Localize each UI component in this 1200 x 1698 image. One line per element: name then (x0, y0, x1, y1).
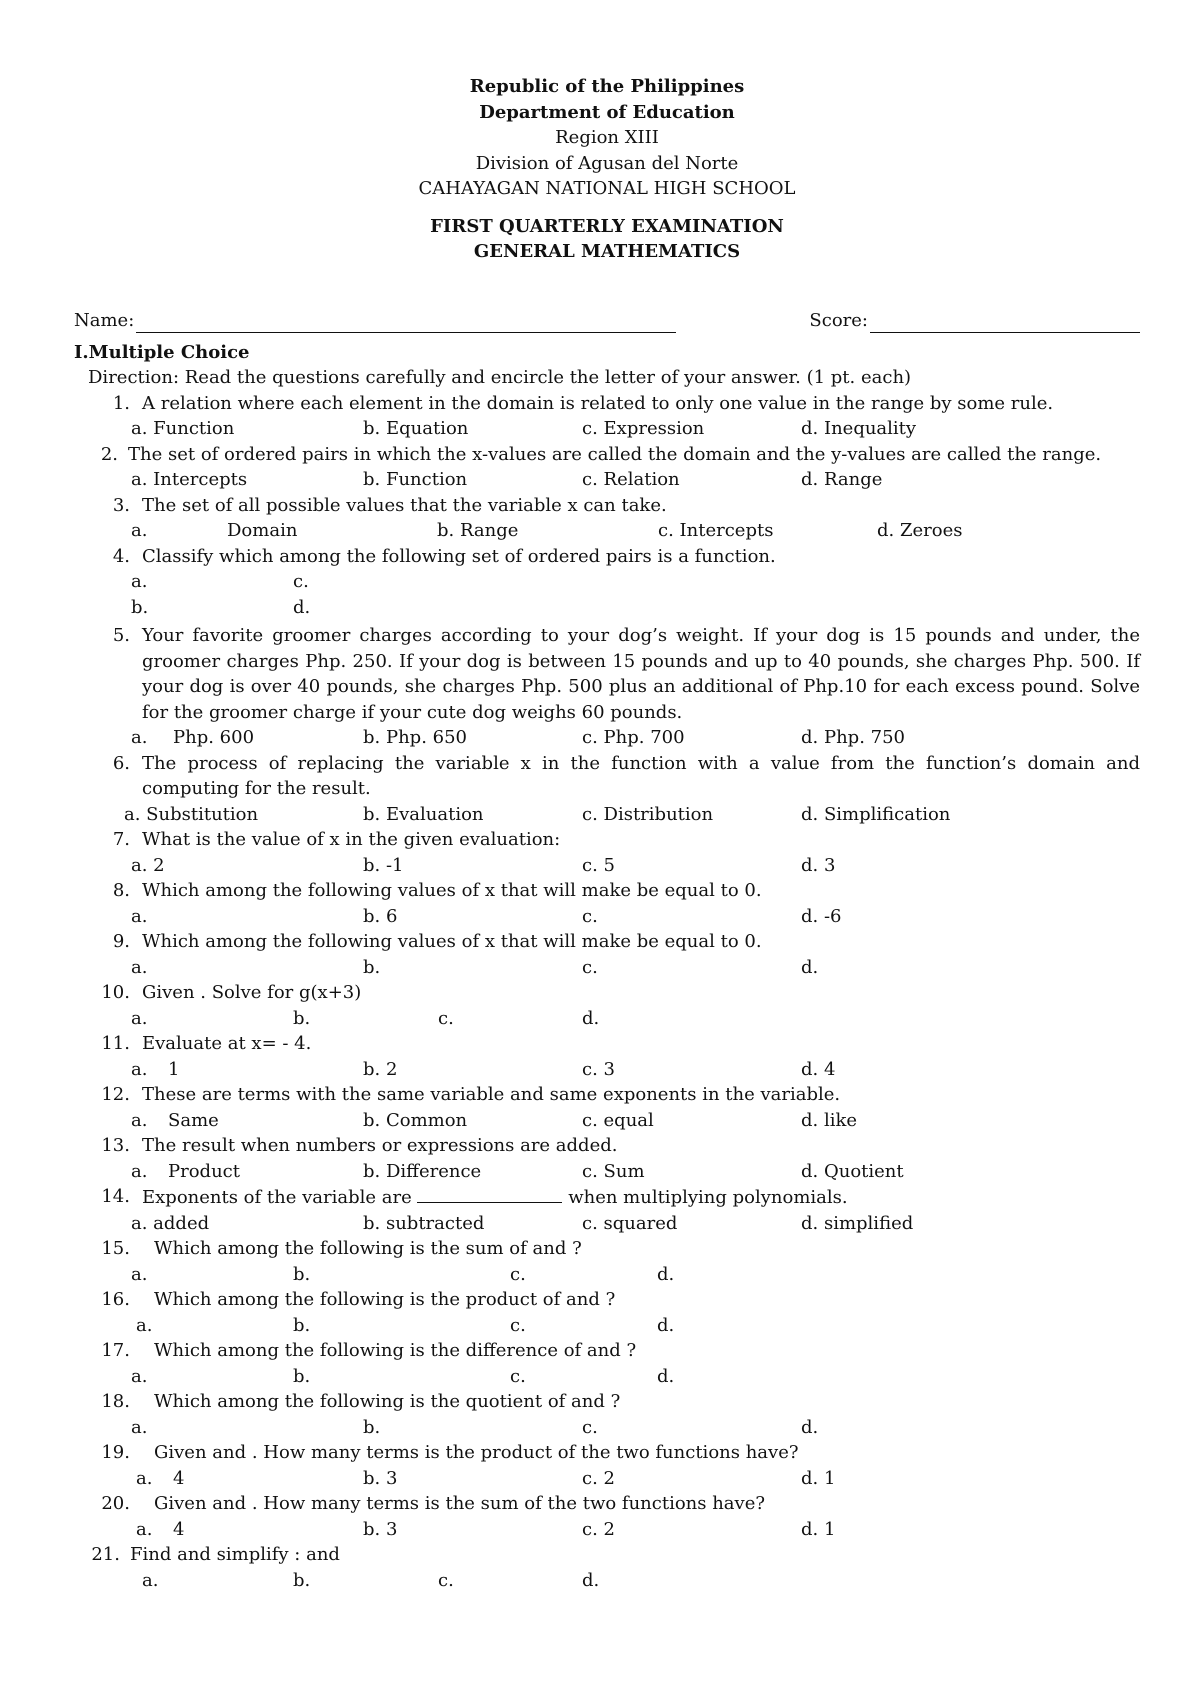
options-row (74, 1517, 1140, 1543)
question (74, 827, 1140, 853)
question-number: 21. (91, 1544, 120, 1565)
option[interactable]: d. like (801, 1109, 858, 1131)
option[interactable]: c. squared (582, 1212, 678, 1234)
question-text: The set of all possible values that the variable x can take. (142, 494, 667, 516)
options-row (74, 853, 1140, 879)
question (74, 1440, 1140, 1466)
question (74, 929, 1140, 955)
options-row (74, 1262, 1140, 1288)
question (74, 1542, 1140, 1568)
option[interactable]: c. (510, 1314, 526, 1336)
region-line: Region XIII (555, 127, 659, 148)
question-text: Which among the following values of x that will make be equal to 0. (142, 931, 762, 952)
option[interactable]: b. (131, 596, 149, 618)
question-text: Your favorite groomer charges according to your dog’s weight. If your dog is 15 pounds and under, the groomer charges Php. 250. If your dog is between 15 pounds and up to 40 pounds, she charges Php. 500. If your dog is over 40 pounds, she charges Php. 500 plus an additional of Php.10 for each excess pound. Solve for the groomer charge if your cute dog weighs 60 pounds. (142, 625, 1140, 723)
options-row (74, 1211, 1140, 1237)
option[interactable]: b. Php. 650 (363, 727, 467, 748)
options-row (74, 1364, 1140, 1390)
question-text-after: when multiplying polynomials. (562, 1187, 848, 1208)
option[interactable]: a. (131, 905, 148, 927)
option[interactable]: a. (131, 956, 148, 978)
option[interactable]: b. Function (363, 469, 468, 490)
question-text: Which among the following values of x that will make be equal to 0. (142, 880, 762, 901)
option-text: Php. 600 (173, 727, 255, 748)
option[interactable]: c. (510, 1365, 526, 1387)
option[interactable]: b. 2 (363, 1058, 398, 1080)
option[interactable]: c. Expression (582, 418, 705, 439)
option[interactable]: b. (363, 1416, 381, 1438)
options-row (74, 416, 1140, 442)
question-number: 10. (101, 982, 130, 1003)
department-line: Department of Education (479, 101, 735, 123)
question-text: Evaluate at x= - 4. (142, 1033, 312, 1054)
question (74, 1031, 1140, 1057)
option[interactable]: c. Relation (582, 469, 680, 490)
question-text: Which among the following is the quotient of and ? (154, 1391, 621, 1412)
option-text: Domain (227, 520, 298, 541)
option-text: Product (168, 1160, 240, 1182)
question-number: 3. (112, 494, 130, 516)
option[interactable]: d. (293, 596, 311, 618)
option[interactable]: a. 2 (131, 854, 165, 876)
options-row (74, 569, 1140, 595)
option[interactable]: c. Distribution (582, 803, 714, 825)
option[interactable]: a. (131, 1007, 148, 1029)
option[interactable]: a. (131, 1160, 148, 1182)
question-number: 15. (101, 1238, 130, 1259)
option[interactable]: a. (136, 1467, 153, 1489)
question (74, 1236, 1140, 1262)
question-text: The result when numbers or expressions are added. (142, 1135, 618, 1156)
option[interactable]: d. Zeroes (877, 520, 963, 541)
option[interactable]: b. (293, 1365, 311, 1387)
option[interactable]: c. (582, 1416, 598, 1438)
document-header (74, 74, 1140, 265)
options-row (74, 1313, 1140, 1339)
question-number: 8. (112, 880, 130, 901)
question-text: Classify which among the following set of ordered pairs is a function. (142, 545, 776, 567)
option[interactable]: d. (582, 1007, 600, 1029)
question-text: Which among the following is the sum of and ? (154, 1238, 582, 1259)
option[interactable]: b. 6 (363, 905, 398, 927)
options-row (74, 955, 1140, 981)
option[interactable]: d. (657, 1365, 675, 1387)
question-text (142, 1184, 1140, 1211)
question-number: 19. (101, 1442, 130, 1463)
options-row (74, 595, 1140, 621)
name-field[interactable] (74, 308, 676, 333)
option[interactable]: c. (510, 1263, 526, 1285)
question (74, 1133, 1140, 1159)
option[interactable]: a. (142, 1569, 159, 1591)
question (74, 493, 1140, 519)
question-number: 18. (101, 1391, 130, 1412)
question-number: 6. (112, 752, 130, 774)
options-row (74, 1057, 1140, 1083)
score-blank-line[interactable] (870, 312, 1140, 333)
options-row (74, 904, 1140, 930)
question (74, 1389, 1140, 1415)
options-row (74, 1159, 1140, 1185)
options-row (74, 1568, 1140, 1594)
subject-title: GENERAL MATHEMATICS (473, 241, 741, 262)
option[interactable]: b. Common (363, 1109, 468, 1131)
question-text: A relation where each element in the domain is related to only one value in the range by some rule. (142, 392, 1054, 414)
option[interactable]: d. Php. 750 (801, 727, 905, 748)
option[interactable]: c. Intercepts (658, 520, 774, 541)
question-number: 11. (101, 1033, 130, 1054)
option[interactable]: b. (363, 956, 381, 978)
option[interactable]: c. (438, 1007, 454, 1029)
options-row (74, 1415, 1140, 1441)
option[interactable]: a. (131, 727, 148, 748)
option[interactable]: b. 3 (363, 1518, 398, 1540)
option[interactable]: b. -1 (363, 854, 404, 876)
option[interactable]: d. 1 (801, 1518, 836, 1540)
question (74, 623, 1140, 725)
question-text: The process of replacing the variable x in the function with a value from the function’s domain and computing for the result. (142, 752, 1140, 799)
question (74, 1338, 1140, 1364)
question (74, 980, 1140, 1006)
section-direction: Direction: Read the questions carefully and encircle the letter of your answer. (1 pt. each) (88, 367, 912, 388)
option[interactable]: c. 2 (582, 1518, 615, 1540)
option[interactable]: a. (131, 1365, 148, 1387)
option[interactable]: c. (582, 905, 598, 927)
question-text: Find and simplify : and (130, 1544, 340, 1565)
question-number: 16. (101, 1289, 130, 1310)
question (74, 751, 1140, 802)
option[interactable]: d. simplified (801, 1212, 914, 1234)
section-title: I.Multiple Choice (74, 341, 250, 363)
question-number: 1. (112, 392, 130, 414)
option[interactable]: c. (293, 571, 309, 592)
question-number: 12. (101, 1084, 130, 1105)
option[interactable]: a. (136, 1518, 153, 1540)
option[interactable]: d. Inequality (801, 418, 917, 439)
options-row (74, 518, 1140, 544)
question-text: Given . Solve for g(x+3) (142, 982, 362, 1003)
option[interactable]: a. (131, 520, 148, 541)
option[interactable]: d. (657, 1263, 675, 1285)
option[interactable]: a. Intercepts (131, 469, 248, 490)
option[interactable]: b. (293, 1007, 311, 1029)
question-text: The set of ordered pairs in which the x-values are called the domain and the y-values are called the range. (128, 443, 1102, 465)
question-number: 14. (101, 1186, 130, 1207)
question (74, 391, 1140, 417)
question (74, 1184, 1140, 1211)
score-field[interactable] (809, 308, 1140, 333)
option[interactable]: a. Substitution (124, 803, 259, 825)
option[interactable]: b. Difference (363, 1160, 482, 1182)
score-label: Score: (809, 309, 868, 331)
option[interactable]: d. Quotient (801, 1160, 904, 1182)
fill-in-blank[interactable] (417, 1184, 562, 1203)
republic-line: Republic of the Philippines (469, 76, 745, 97)
option[interactable]: a. (131, 571, 148, 592)
option-text: 4 (173, 1467, 185, 1489)
question-text-before: Exponents of the variable are (142, 1187, 418, 1208)
option[interactable]: d. Range (801, 469, 883, 490)
option[interactable]: a. Function (131, 418, 235, 439)
option[interactable]: a. (131, 1263, 148, 1285)
question-text: What is the value of x in the given evaluation: (142, 829, 561, 850)
option[interactable]: c. Php. 700 (582, 727, 685, 748)
question-number: 17. (101, 1340, 130, 1361)
question (74, 544, 1140, 570)
option[interactable]: b. Range (437, 520, 519, 541)
option[interactable]: b. (293, 1263, 311, 1285)
option[interactable]: d. (801, 1416, 819, 1438)
option[interactable]: b. Evaluation (363, 803, 484, 825)
question-text: Given and . How many terms is the product of the two functions have? (154, 1442, 799, 1463)
question-number: 20. (101, 1493, 130, 1514)
option[interactable]: b. (293, 1569, 311, 1591)
option[interactable]: d. (657, 1314, 675, 1336)
question-number: 2. (100, 443, 118, 465)
question-text: Which among the following is the product of and ? (154, 1289, 616, 1310)
question-text: Which among the following is the difference of and ? (154, 1340, 637, 1361)
question (74, 1287, 1140, 1313)
question-number: 13. (101, 1135, 130, 1156)
options-row (74, 725, 1140, 751)
option[interactable]: c. (438, 1569, 454, 1591)
option-text: 4 (173, 1518, 185, 1540)
option[interactable]: d. (801, 956, 819, 978)
name-score-row (74, 308, 1140, 333)
question (74, 1491, 1140, 1517)
option[interactable]: a. (131, 1109, 148, 1131)
option[interactable]: c. 3 (582, 1058, 615, 1080)
option[interactable]: d. 1 (801, 1467, 836, 1489)
question-number: 4. (112, 545, 130, 567)
option[interactable]: b. subtracted (363, 1212, 485, 1234)
option[interactable]: d. Simplification (801, 803, 951, 825)
name-blank-line[interactable] (136, 312, 676, 333)
question-number: 9. (112, 931, 130, 952)
options-row (74, 1108, 1140, 1134)
option[interactable]: a. (136, 1314, 153, 1336)
option[interactable]: c. equal (582, 1109, 654, 1131)
question (74, 878, 1140, 904)
option[interactable]: b. (293, 1314, 311, 1336)
question (74, 1082, 1140, 1108)
question-number: 5. (112, 625, 130, 646)
option[interactable]: c. 5 (582, 854, 615, 876)
option[interactable]: b. Equation (363, 418, 469, 439)
question-text: Given and . How many terms is the sum of the two functions have? (154, 1493, 766, 1514)
options-row (74, 1006, 1140, 1032)
option[interactable]: d. 4 (801, 1058, 836, 1080)
options-row (74, 467, 1140, 493)
option[interactable]: a. added (131, 1212, 210, 1234)
option[interactable]: c. Sum (582, 1160, 645, 1182)
school-name: CAHAYAGAN NATIONAL HIGH SCHOOL (418, 178, 796, 199)
name-label: Name: (74, 309, 135, 331)
option[interactable]: d. -6 (801, 905, 842, 927)
options-row (74, 1466, 1140, 1492)
option-text: 1 (168, 1058, 180, 1080)
question-text: These are terms with the same variable and same exponents in the variable. (142, 1084, 841, 1105)
option[interactable]: a. (131, 1058, 148, 1080)
option-text: Same (168, 1109, 219, 1131)
division-line: Division of Agusan del Norte (475, 152, 739, 174)
question-number: 7. (112, 829, 130, 850)
exam-title: FIRST QUARTERLY EXAMINATION (430, 215, 784, 237)
question (74, 442, 1140, 468)
option[interactable]: d. (582, 1569, 600, 1591)
option[interactable]: c. (582, 956, 598, 978)
option[interactable]: c. 2 (582, 1467, 615, 1489)
option[interactable]: a. (131, 1416, 148, 1438)
options-row (74, 802, 1140, 828)
option[interactable]: d. 3 (801, 854, 836, 876)
option[interactable]: b. 3 (363, 1467, 398, 1489)
